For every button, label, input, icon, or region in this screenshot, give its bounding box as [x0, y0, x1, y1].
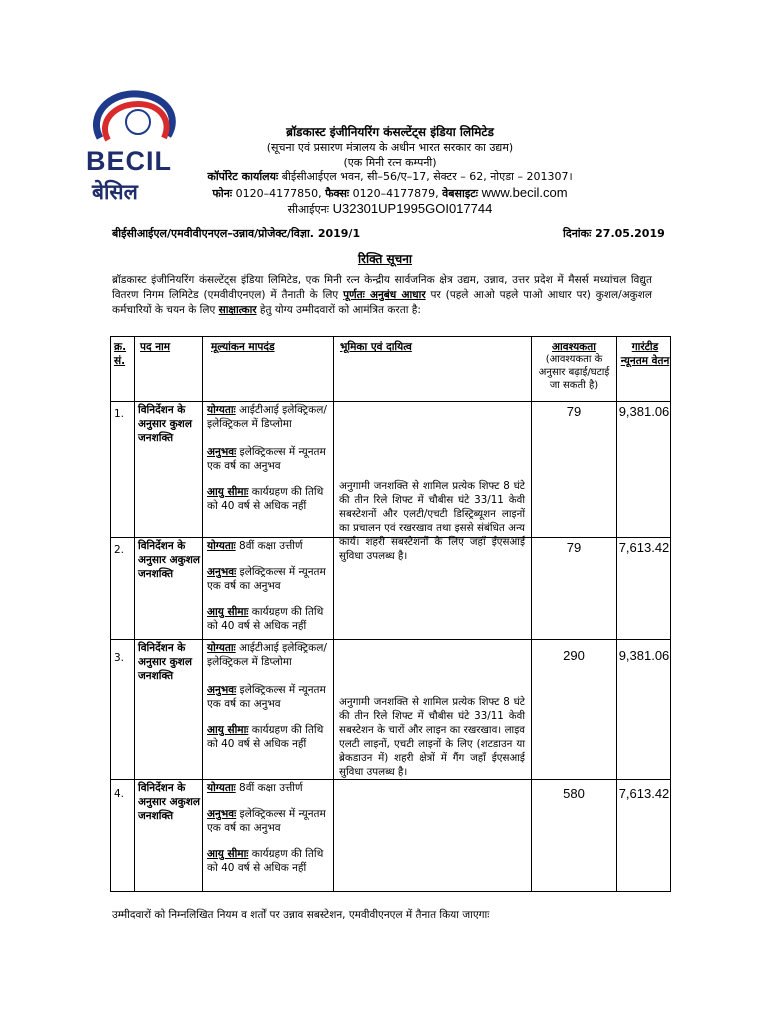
header-sno: क्र. सं.	[114, 341, 127, 367]
notice-title: रिक्ति सूचना	[357, 252, 413, 266]
row3-post: विनिर्देशन के अनुसार कुशल जनशक्ति	[138, 642, 192, 682]
intro-text-3: हेतु योग्य उम्मीदवारों को आमंत्रित करता है:	[256, 304, 421, 316]
cin-label: सीआईएनः	[287, 203, 329, 216]
row2-sno: 2.	[114, 544, 125, 556]
ministry-line: (सूचना एवं प्रसारण मंत्रालय के अधीन भारत सरकार का उद्यम)	[266, 141, 514, 154]
header-role: भूमिका एवं दायित्व	[340, 341, 412, 353]
row2-post: विनिर्देशन के अनुसार अकुशल जनशक्ति	[138, 540, 200, 580]
row2-wage: 7,613.42	[618, 540, 670, 555]
row4-qual-label: योग्यताः	[207, 782, 236, 794]
website-label: वेबसाइटः	[442, 187, 478, 200]
row1-exp: इलेक्ट्रिकल्स में न्यूनतम एक वर्ष का अनुभव	[207, 446, 326, 472]
row3-age-label: आयु सीमाः	[207, 724, 249, 736]
website-link[interactable]: www.becil.com	[478, 185, 568, 200]
row4-age-label: आयु सीमाः	[207, 848, 249, 860]
row2-criteria	[207, 539, 331, 633]
row3-wage: 9,381.06	[618, 648, 670, 663]
row2-exp: इलेक्ट्रिकल्स में न्यूनतम एक वर्ष का अनुभव	[207, 566, 326, 592]
row1-qual: आईटीआई इलेक्ट्रिकल/इलेक्ट्रिकल में डिप्लोमा	[207, 404, 327, 430]
corporate-office-address: बीईसीआईएल भवन, सी–56/ए–17, सेक्टर – 62, नोएडा – 201307।	[278, 170, 573, 183]
role-description-2: अनुगामी जनशक्ति से शामिल प्रत्येक शिफ्ट 8 घंटे की तीन रिले शिफ्ट में चौबीस घंटे 33/11 केवी सबस्टेशन के चारों और लाइन का रखरखाव। लाइव एलटी लाइनों, एचटी लाइनों के लिए (शटडाउन या ब्रेकडाउन में) शहरी क्षेत्रों में गैंग जहाँ ईएसआई सुविधा उपलब्ध है।	[339, 696, 525, 778]
row1-age: कार्यग्रहण की तिथि को 40 वर्ष से अधिक नहीं	[207, 486, 324, 512]
row2-exp-label: अनुभवः	[207, 566, 237, 578]
row4-exp: इलेक्ट्रिकल्स में न्यूनतम एक वर्ष का अनुभव	[207, 808, 326, 834]
row1-exp-label: अनुभवः	[207, 446, 237, 458]
row1-age-label: आयु सीमाः	[207, 486, 249, 498]
row1-qual-label: योग्यताः	[207, 404, 236, 416]
fax-number: 0120–4177879,	[349, 187, 443, 200]
vacancy-table	[110, 336, 671, 892]
intro-bold-1: पूर्णतः अनुबंध आधार	[343, 289, 426, 301]
company-name: ब्रॉडकास्ट इंजीनियरिंग कंसल्टेंट्स इंडिया लिमिटेड	[286, 125, 494, 139]
header-wage: गारंटीड न्यूनतम वेतन	[620, 341, 670, 367]
header-criteria: मूल्यांकन मापदंड	[211, 341, 275, 353]
cin-line	[190, 201, 590, 218]
intro-paragraph	[112, 273, 652, 318]
row4-post: विनिर्देशन के अनुसार अकुशल जनशक्ति	[138, 782, 200, 822]
row3-qual: आईटीआई इलेक्ट्रिकल/इलेक्ट्रिकल में डिप्लोमा	[207, 642, 327, 668]
row1-requirement: 79	[566, 404, 582, 419]
date-label: दिनांकः	[563, 227, 592, 240]
corporate-office-line	[190, 169, 590, 185]
row2-qual: 8वीं कक्षा उत्तीर्ण	[235, 540, 303, 552]
footer-text: उम्मीदवारों को निम्नलिखित नियम व शर्तों पर उन्नाव सबस्टेशन, एमवीवीएनएल में तैनात किया जाएगाः	[112, 909, 490, 921]
header-post: पद नाम	[140, 341, 171, 353]
row2-qual-label: योग्यताः	[207, 540, 236, 552]
mini-ratna-line: (एक मिनी रत्न कम्पनी)	[343, 156, 437, 169]
row2-requirement: 79	[566, 540, 582, 555]
row3-criteria	[207, 641, 331, 751]
row4-criteria	[207, 781, 331, 875]
row2-age: कार्यग्रहण की तिथि को 40 वर्ष से अधिक नहीं	[207, 606, 324, 632]
role-description-1: अनुगामी जनशक्ति से शामिल प्रत्येक शिफ्ट 8 घंटे की तीन रिले शिफ्ट में चौबीस घंटे 33/11 केवी सबस्टेशनों और एलटी/एचटी डिस्ट्रिब्यूशन लाइनों का प्रचालन एवं रखरखाव तथा इससे संबंधित अन्य कार्य। शहरी सबस्टेशनों के लिए जहाँ ईएसआई सुविधा उपलब्ध है।	[339, 480, 525, 562]
row4-requirement: 580	[563, 786, 585, 801]
cin-value: U32301UP1995GOI017744	[328, 201, 493, 216]
row1-post: विनिर्देशन के अनुसार कुशल जनशक्ति	[138, 404, 192, 444]
row1-criteria	[207, 403, 331, 513]
logo-text: BECIL	[86, 146, 172, 176]
intro-text-2: पर (पहले आओ पहले पाओ आधार पर) कुशल/अकुशल कर्मचारियों के चयन के लिए	[112, 289, 652, 316]
contact-line	[190, 185, 590, 202]
row3-exp: इलेक्ट्रिकल्स में न्यूनतम एक वर्ष का अनुभव	[207, 684, 326, 710]
header-requirement-note: (आवश्यकता के अनुसार बढ़ाई/घटाई जा सकती है)	[538, 354, 610, 391]
intro-bold-2: साक्षात्कार	[218, 304, 257, 316]
reference-number: बीईसीआईएल/एमवीवीएनएल–उन्नाव/प्रोजेक्ट/विज्ञा. 2019/1	[112, 227, 361, 240]
row3-qual-label: योग्यताः	[207, 642, 236, 654]
row2-age-label: आयु सीमाः	[207, 606, 249, 618]
row3-exp-label: अनुभवः	[207, 684, 237, 696]
intro-text-1: ब्रॉडकास्ट इंजीनियरिंग कंसल्टेंट्स इंडिया लिमिटेड, एक मिनी रत्न केन्द्रीय सार्वजनिक क्षेत्र उद्यम, उन्नाव, उत्तर प्रदेश में मैसर्स मध्यांचल विद्युत वितरण निगम लिमिटेड (एमवीवीएनएल) में तैनाती के लिए	[112, 274, 652, 301]
row3-age: कार्यग्रहण की तिथि को 40 वर्ष से अधिक नहीं	[207, 724, 324, 750]
logo-hindi-text: बेसिल	[92, 180, 138, 204]
row1-wage: 9,381.06	[618, 404, 670, 419]
row4-wage: 7,613.42	[618, 786, 670, 801]
row4-qual: 8वीं कक्षा उत्तीर्ण	[235, 782, 303, 794]
becil-logo	[78, 86, 188, 206]
fax-label: फैक्सः	[325, 187, 350, 200]
corporate-office-label: कॉर्पोरेट कार्यालयः	[207, 170, 279, 183]
row4-age: कार्यग्रहण की तिथि को 40 वर्ष से अधिक नहीं	[207, 848, 324, 874]
phone-number: 0120–4177850,	[232, 187, 326, 200]
row3-requirement: 290	[563, 648, 585, 663]
header-requirement: आवश्यकता	[552, 341, 596, 353]
date-value: 27.05.2019	[591, 227, 665, 240]
row4-sno: 4.	[114, 788, 125, 800]
phone-label: फोनः	[212, 187, 233, 200]
row3-sno: 3.	[114, 652, 125, 664]
notice-date	[563, 226, 665, 241]
row4-exp-label: अनुभवः	[207, 808, 237, 820]
row1-sno: 1.	[114, 408, 125, 420]
